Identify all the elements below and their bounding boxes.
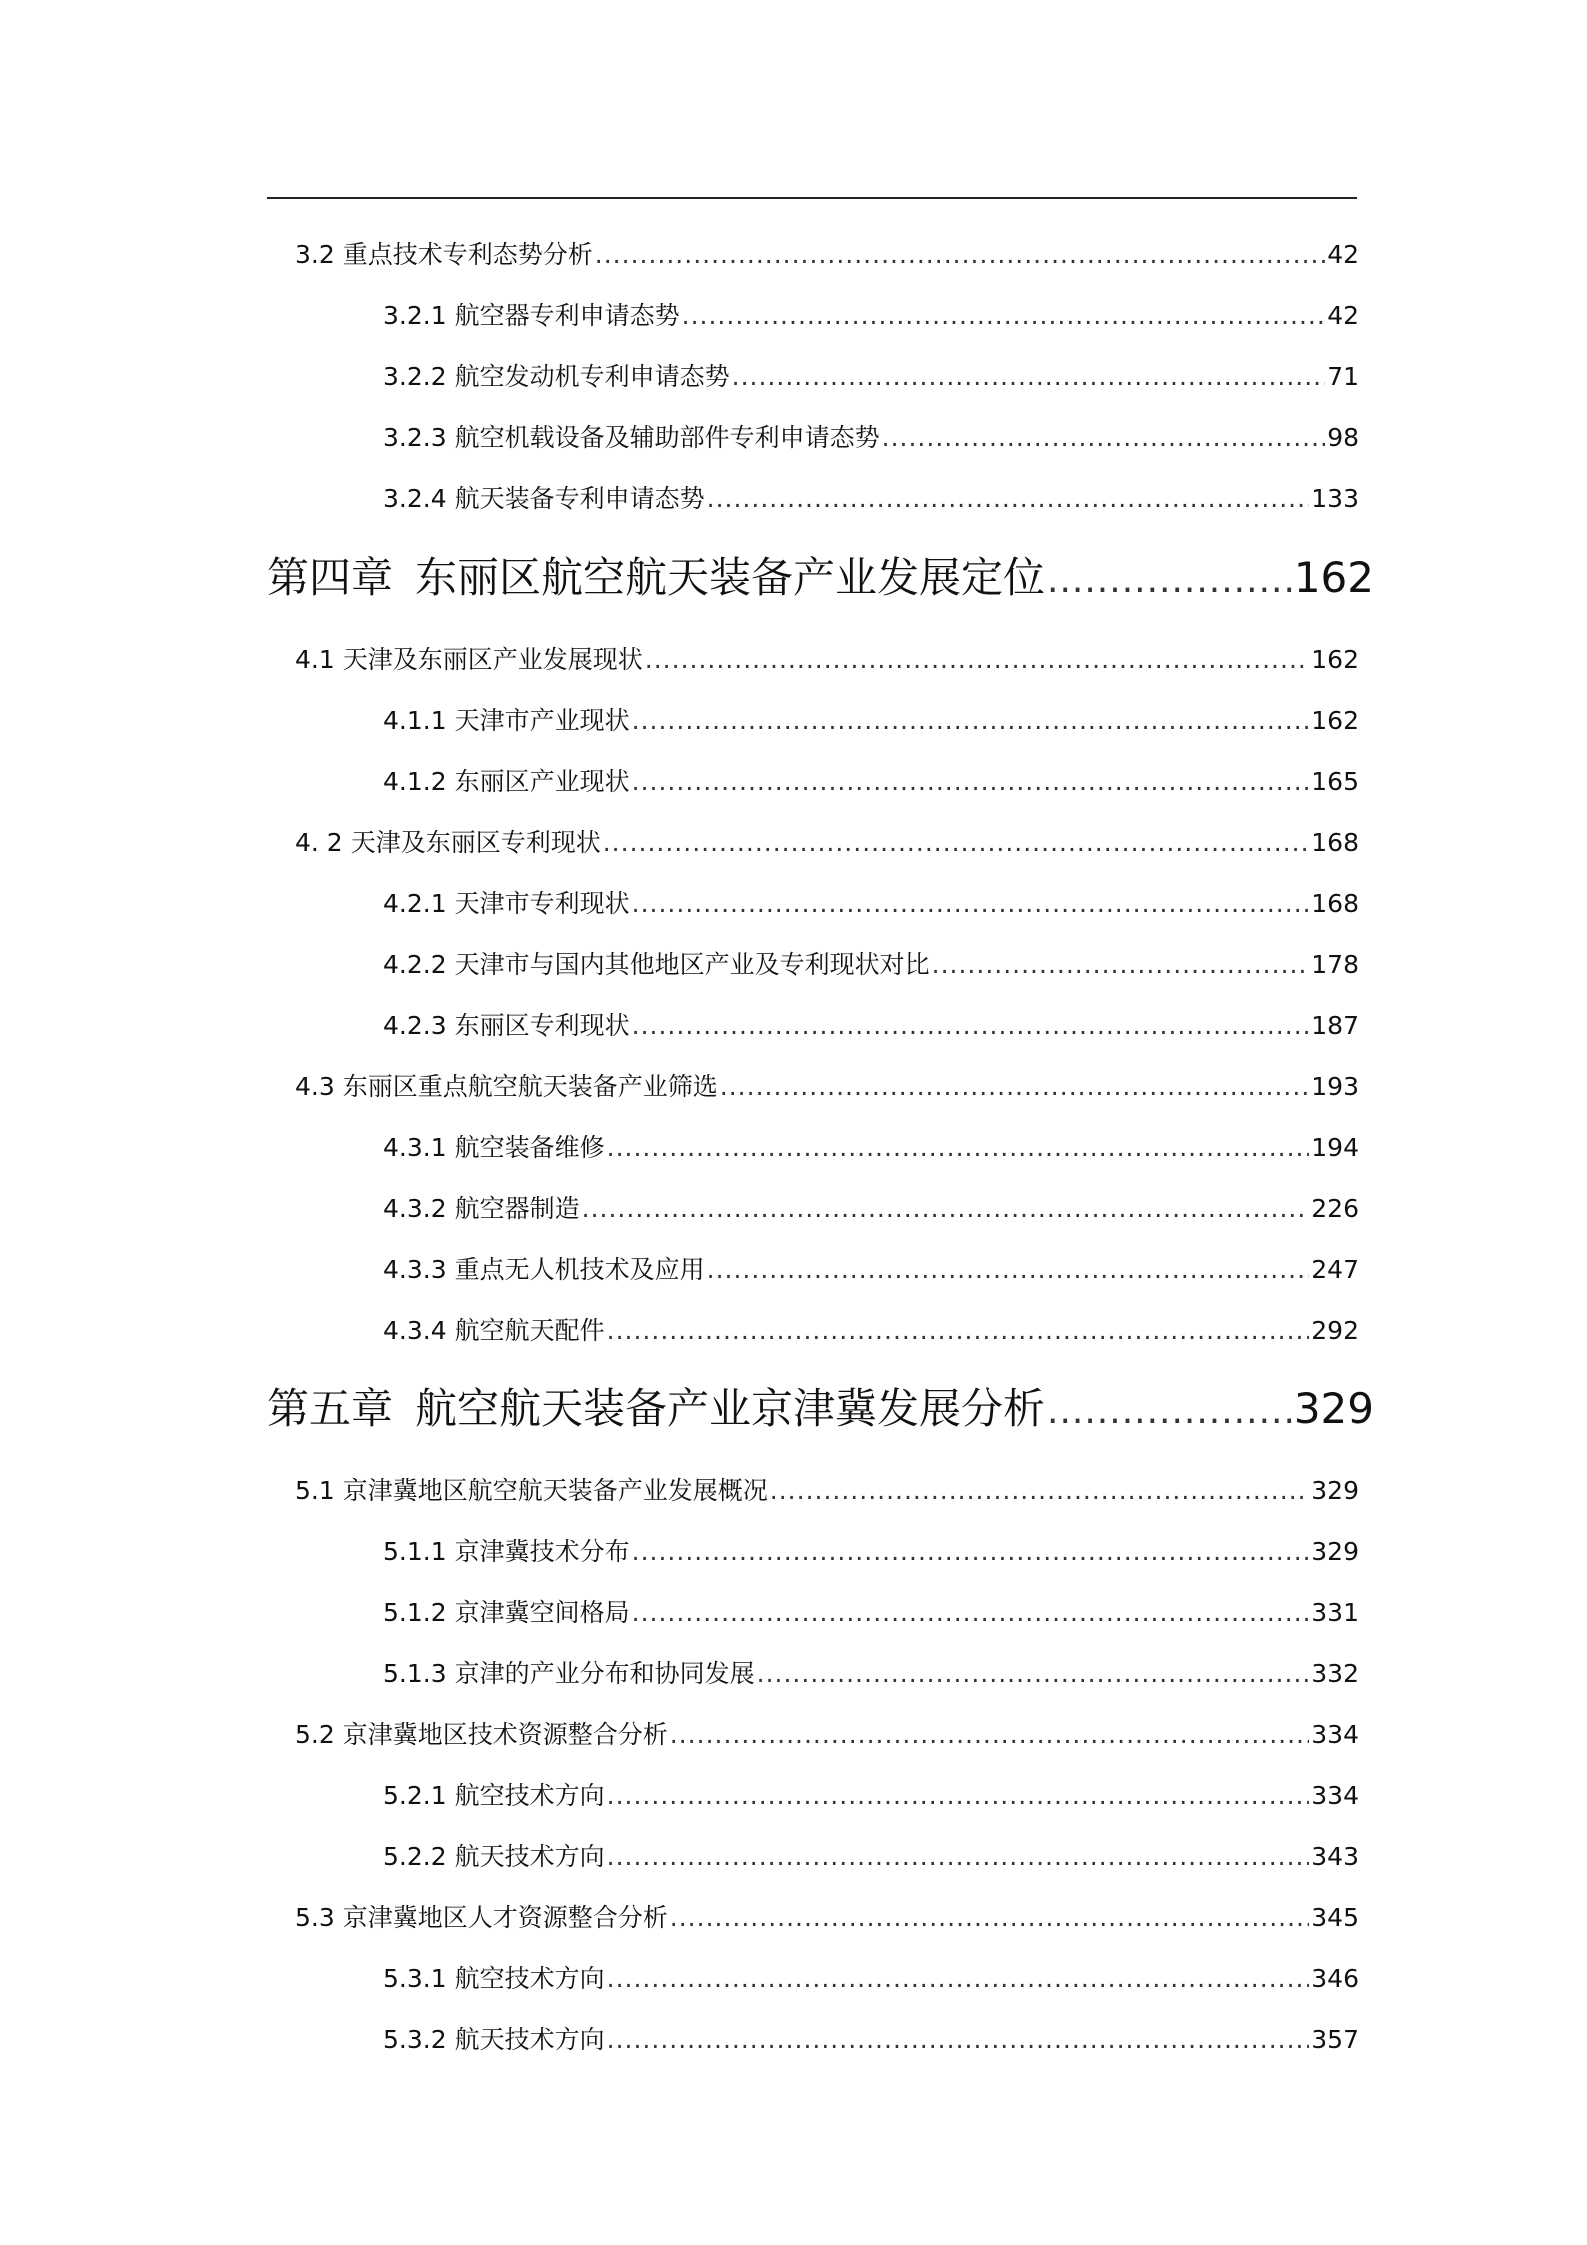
section-number: 5.3.2 xyxy=(383,2025,447,2054)
section-number: 5.3.1 xyxy=(383,1964,447,1993)
page-number: 168 xyxy=(1311,828,1359,857)
section-number: 5.1.2 xyxy=(383,1598,447,1627)
page-number: 194 xyxy=(1311,1133,1359,1162)
section-title: 京津冀地区技术资源整合分析 xyxy=(342,1720,668,1749)
toc-chapter-4[interactable] xyxy=(267,545,1374,605)
dot-leader xyxy=(607,1781,1310,1810)
dot-leader xyxy=(603,828,1310,857)
dot-leader xyxy=(607,1964,1310,1993)
page-number: 42 xyxy=(1327,240,1359,269)
section-number: 4.3.1 xyxy=(383,1133,447,1162)
toc-entry-5-3[interactable] xyxy=(295,1898,1359,1934)
dot-leader xyxy=(757,1659,1310,1688)
dot-leader xyxy=(707,1255,1310,1284)
page-number: 329 xyxy=(1311,1537,1359,1566)
toc-entry-5-3-2[interactable] xyxy=(383,2020,1359,2056)
section-title: 天津及东丽区专利现状 xyxy=(350,828,601,857)
toc-entry-4-3-4[interactable] xyxy=(383,1311,1359,1347)
section-title: 天津市与国内其他地区产业及专利现状对比 xyxy=(454,950,930,979)
toc-entry-4-2-2[interactable] xyxy=(383,945,1359,981)
section-title: 京津冀技术分布 xyxy=(454,1537,630,1566)
section-title: 京津的产业分布和协同发展 xyxy=(454,1659,755,1688)
section-title: 重点无人机技术及应用 xyxy=(454,1255,705,1284)
section-title: 京津冀地区人才资源整合分析 xyxy=(342,1903,668,1932)
section-title: 东丽区专利现状 xyxy=(454,1011,630,1040)
toc-entry-4-3-3[interactable] xyxy=(383,1250,1359,1286)
page-number: 345 xyxy=(1311,1903,1359,1932)
page-number: 357 xyxy=(1311,2025,1359,2054)
toc-entry-5-1-3[interactable] xyxy=(383,1654,1359,1690)
chapter-title: 东丽区航空航天装备产业发展定位 xyxy=(415,553,1046,602)
dot-leader xyxy=(607,1133,1310,1162)
section-title: 重点技术专利态势分析 xyxy=(342,240,593,269)
section-title: 航空航天配件 xyxy=(454,1316,605,1345)
page-number: 42 xyxy=(1327,301,1359,330)
toc-entry-5-3-1[interactable] xyxy=(383,1959,1359,1995)
page-number: 98 xyxy=(1327,423,1359,452)
dot-leader xyxy=(607,2025,1310,2054)
toc-entry-4-1-2[interactable] xyxy=(383,762,1359,798)
toc-entry-5-2-2[interactable] xyxy=(383,1837,1359,1873)
toc-entry-3-2-4[interactable] xyxy=(383,479,1359,515)
dot-leader xyxy=(682,301,1326,330)
dot-leader xyxy=(632,1598,1310,1627)
section-title: 航空装备维修 xyxy=(454,1133,605,1162)
section-number: 4.1.2 xyxy=(383,767,447,796)
section-number: 3.2.2 xyxy=(383,362,447,391)
toc-entry-4-3-1[interactable] xyxy=(383,1128,1359,1164)
page-number: 334 xyxy=(1311,1720,1359,1749)
section-number: 5.1.1 xyxy=(383,1537,447,1566)
section-title: 天津市专利现状 xyxy=(454,889,630,918)
section-number: 3.2.3 xyxy=(383,423,447,452)
page-number: 193 xyxy=(1311,1072,1359,1101)
section-number: 4.2.3 xyxy=(383,1011,447,1040)
dot-leader xyxy=(1047,1391,1292,1432)
section-title: 航空技术方向 xyxy=(454,1964,605,1993)
dot-leader xyxy=(732,362,1326,391)
section-number: 4.1 xyxy=(295,645,335,674)
section-number: 4.2.2 xyxy=(383,950,447,979)
toc-entry-4-1[interactable] xyxy=(295,640,1359,676)
section-number: 3.2 xyxy=(295,240,335,269)
section-title: 航天技术方向 xyxy=(454,2025,605,2054)
section-number: 5.1 xyxy=(295,1476,335,1505)
page-number: 334 xyxy=(1311,1781,1359,1810)
toc-entry-4-1-1[interactable] xyxy=(383,701,1359,737)
toc-entry-5-1-1[interactable] xyxy=(383,1532,1359,1568)
section-number: 5.2.1 xyxy=(383,1781,447,1810)
section-title: 京津冀地区航空航天装备产业发展概况 xyxy=(342,1476,768,1505)
dot-leader xyxy=(632,767,1310,796)
section-title: 航天装备专利申请态势 xyxy=(454,484,705,513)
section-number: 4.3.2 xyxy=(383,1194,447,1223)
section-number: 3.2.4 xyxy=(383,484,447,513)
page-number: 162 xyxy=(1311,706,1359,735)
toc-entry-4-3[interactable] xyxy=(295,1067,1359,1103)
section-number: 5.2 xyxy=(295,1720,335,1749)
section-title: 航空发动机专利申请态势 xyxy=(454,362,730,391)
section-title: 航空器专利申请态势 xyxy=(454,301,680,330)
section-number: 3.2.1 xyxy=(383,301,447,330)
dot-leader xyxy=(882,423,1326,452)
page-number: 329 xyxy=(1293,1384,1374,1433)
dot-leader xyxy=(632,1011,1310,1040)
chapter-number: 第五章 xyxy=(267,1384,394,1433)
page-number: 187 xyxy=(1311,1011,1359,1040)
page-number: 165 xyxy=(1311,767,1359,796)
toc-entry-4-2-1[interactable] xyxy=(383,884,1359,920)
page-number: 162 xyxy=(1293,553,1374,602)
toc-entry-4-2-3[interactable] xyxy=(383,1006,1359,1042)
page-number: 247 xyxy=(1311,1255,1359,1284)
page-number: 331 xyxy=(1311,1598,1359,1627)
toc-entry-3-2[interactable] xyxy=(295,235,1359,271)
dot-leader xyxy=(632,706,1310,735)
dot-leader xyxy=(770,1476,1310,1505)
page-number: 178 xyxy=(1311,950,1359,979)
section-number: 5.1.3 xyxy=(383,1659,447,1688)
toc-entry-5-2-1[interactable] xyxy=(383,1776,1359,1812)
section-title: 航空器制造 xyxy=(454,1194,580,1223)
page-number: 168 xyxy=(1311,889,1359,918)
page-number: 71 xyxy=(1327,362,1359,391)
dot-leader xyxy=(707,484,1310,513)
page-number: 346 xyxy=(1311,1964,1359,1993)
section-title: 京津冀空间格局 xyxy=(454,1598,630,1627)
dot-leader xyxy=(582,1194,1310,1223)
section-title: 航天技术方向 xyxy=(454,1842,605,1871)
toc-entry-5-1[interactable] xyxy=(295,1471,1359,1507)
section-title: 航空技术方向 xyxy=(454,1781,605,1810)
dot-leader xyxy=(595,240,1325,269)
section-title: 东丽区产业现状 xyxy=(454,767,630,796)
dot-leader xyxy=(632,889,1310,918)
dot-leader xyxy=(645,645,1310,674)
toc-entry-3-2-3[interactable] xyxy=(383,418,1359,454)
toc-entry-3-2-1[interactable] xyxy=(383,296,1359,332)
dot-leader xyxy=(632,1537,1310,1566)
section-number: 4. 2 xyxy=(295,828,343,857)
dot-leader xyxy=(670,1903,1310,1932)
dot-leader xyxy=(720,1072,1310,1101)
page-number: 226 xyxy=(1311,1194,1359,1223)
dot-leader xyxy=(1047,560,1292,601)
section-number: 5.3 xyxy=(295,1903,335,1932)
dot-leader xyxy=(607,1316,1310,1345)
toc-entry-4-2[interactable] xyxy=(295,823,1359,859)
chapter-number: 第四章 xyxy=(267,553,394,602)
page-number: 332 xyxy=(1311,1659,1359,1688)
toc-entry-4-3-2[interactable] xyxy=(383,1189,1359,1225)
toc-chapter-5[interactable] xyxy=(267,1376,1374,1436)
dot-leader xyxy=(607,1842,1310,1871)
toc-entry-3-2-2[interactable] xyxy=(383,357,1359,393)
dot-leader xyxy=(670,1720,1310,1749)
section-number: 4.1.1 xyxy=(383,706,447,735)
toc-entry-5-2[interactable] xyxy=(295,1715,1359,1751)
section-number: 4.2.1 xyxy=(383,889,447,918)
page-number: 133 xyxy=(1311,484,1359,513)
section-title: 航空机载设备及辅助部件专利申请态势 xyxy=(454,423,880,452)
page-number: 162 xyxy=(1311,645,1359,674)
section-number: 4.3.4 xyxy=(383,1316,447,1345)
section-number: 5.2.2 xyxy=(383,1842,447,1871)
section-title: 天津及东丽区产业发展现状 xyxy=(342,645,643,674)
section-title: 东丽区重点航空航天装备产业筛选 xyxy=(342,1072,718,1101)
dot-leader xyxy=(932,950,1310,979)
section-number: 4.3.3 xyxy=(383,1255,447,1284)
section-title: 天津市产业现状 xyxy=(454,706,630,735)
section-number: 4.3 xyxy=(295,1072,335,1101)
chapter-title: 航空航天装备产业京津冀发展分析 xyxy=(415,1384,1046,1433)
page-number: 329 xyxy=(1311,1476,1359,1505)
page-number: 292 xyxy=(1311,1316,1359,1345)
toc-entry-5-1-2[interactable] xyxy=(383,1593,1359,1629)
page-number: 343 xyxy=(1311,1842,1359,1871)
